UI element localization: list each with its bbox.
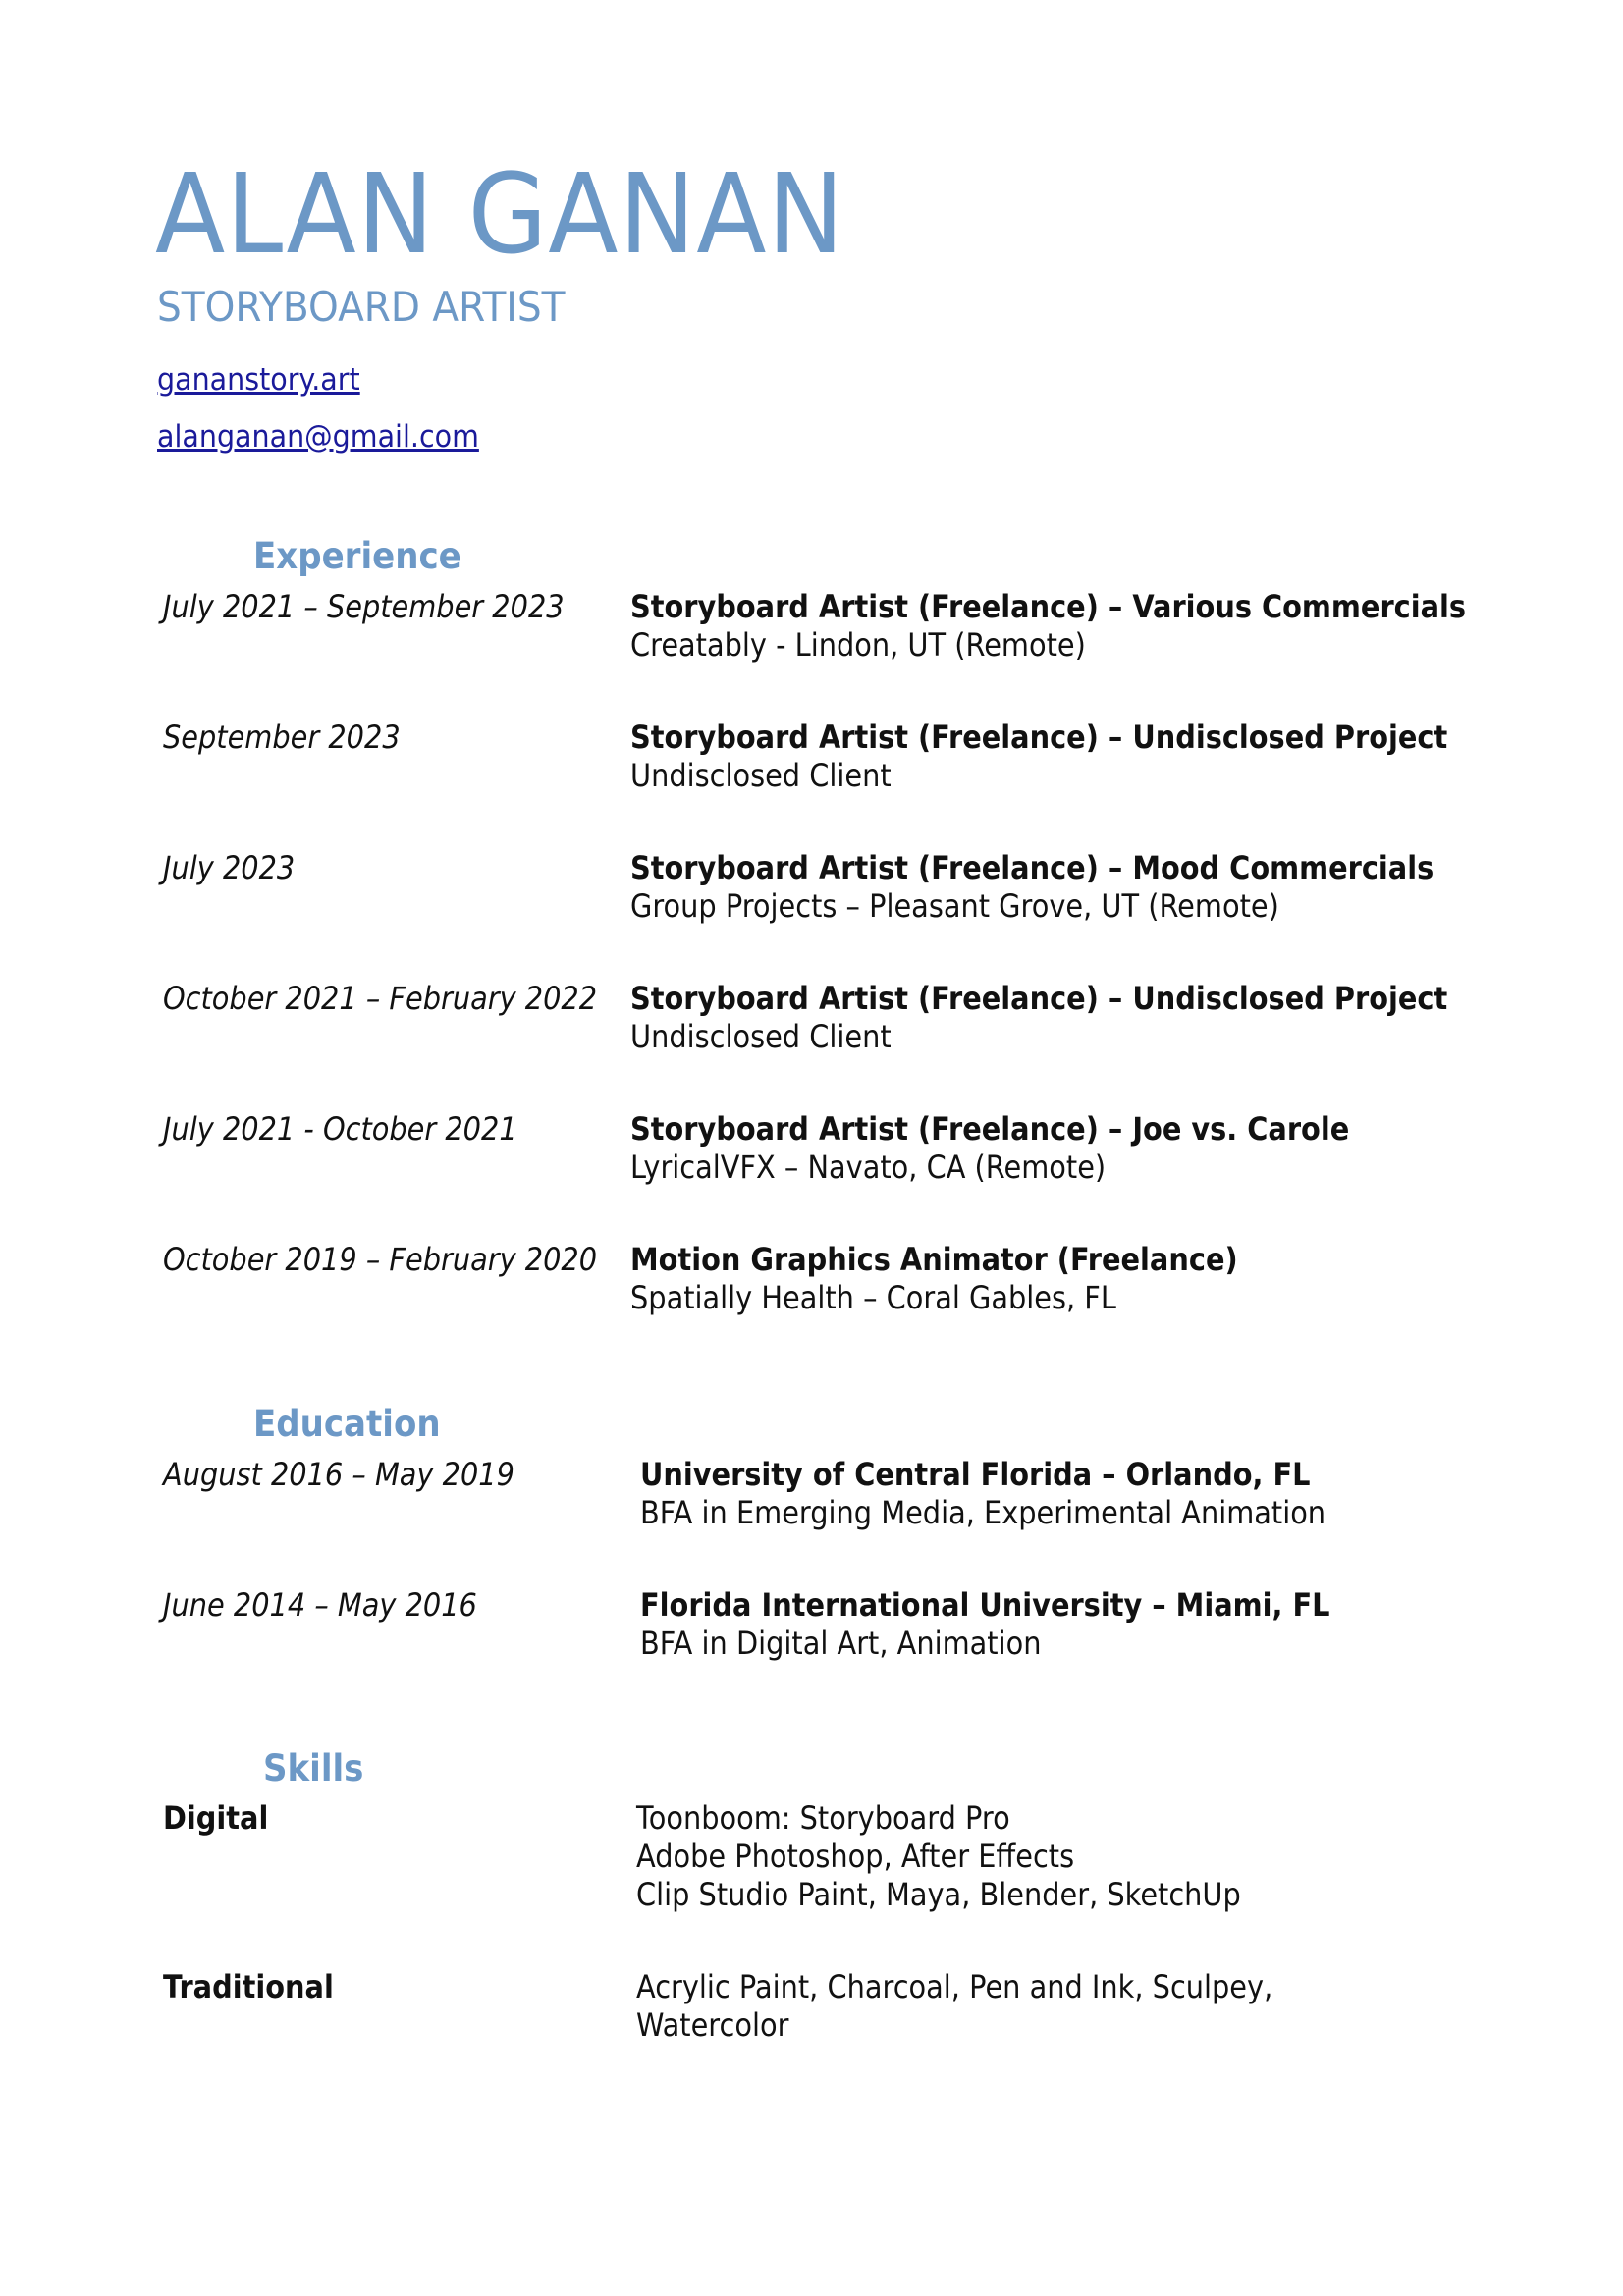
candidate-name: ALAN GANAN xyxy=(155,151,845,279)
experience-date: October 2021 – February 2022 xyxy=(163,980,598,1017)
skills-digital-label: Digital xyxy=(163,1799,269,1837)
experience-date: July 2021 – September 2023 xyxy=(163,588,565,625)
experience-org: Creatably - Lindon, UT (Remote) xyxy=(630,626,1086,664)
experience-role: Storyboard Artist (Freelance) – Joe vs. Carole xyxy=(630,1110,1350,1148)
experience-org: LyricalVFX – Navato, CA (Remote) xyxy=(630,1148,1107,1186)
website-link[interactable]: gananstory.art xyxy=(157,362,360,398)
experience-org: Undisclosed Client xyxy=(630,757,892,794)
skills-digital-line: Adobe Photoshop, After Effects xyxy=(636,1838,1075,1875)
education-degree: BFA in Emerging Media, Experimental Animation xyxy=(640,1494,1326,1531)
skills-heading: Skills xyxy=(263,1747,364,1789)
skills-digital-line: Clip Studio Paint, Maya, Blender, SketchUp xyxy=(636,1876,1241,1913)
email-link[interactable]: alanganan@gmail.com xyxy=(157,419,479,454)
education-heading: Education xyxy=(253,1403,441,1445)
education-date: June 2014 – May 2016 xyxy=(163,1586,477,1624)
experience-role: Storyboard Artist (Freelance) – Undisclosed Project xyxy=(630,980,1448,1017)
candidate-title: STORYBOARD ARTIST xyxy=(157,283,566,331)
experience-org: Undisclosed Client xyxy=(630,1018,892,1055)
experience-date: July 2021 - October 2021 xyxy=(163,1110,517,1148)
skills-traditional-line: Acrylic Paint, Charcoal, Pen and Ink, Sculpey, xyxy=(636,1968,1273,2005)
experience-org: Group Projects – Pleasant Grove, UT (Remote) xyxy=(630,887,1279,925)
experience-date: October 2019 – February 2020 xyxy=(163,1241,598,1278)
skills-traditional-label: Traditional xyxy=(163,1968,334,2005)
education-date: August 2016 – May 2019 xyxy=(163,1456,514,1493)
experience-heading: Experience xyxy=(253,535,461,577)
education-degree: BFA in Digital Art, Animation xyxy=(640,1625,1042,1662)
experience-role: Storyboard Artist (Freelance) – Undisclosed Project xyxy=(630,719,1448,756)
experience-role: Motion Graphics Animator (Freelance) xyxy=(630,1241,1238,1278)
experience-date: September 2023 xyxy=(163,719,401,756)
experience-role: Storyboard Artist (Freelance) – Mood Commercials xyxy=(630,849,1434,886)
experience-role: Storyboard Artist (Freelance) – Various Commercials xyxy=(630,588,1467,625)
experience-org: Spatially Health – Coral Gables, FL xyxy=(630,1279,1116,1316)
experience-date: July 2023 xyxy=(163,849,296,886)
skills-digital-line: Toonboom: Storyboard Pro xyxy=(636,1799,1010,1837)
education-school: Florida International University – Miami, FL xyxy=(640,1586,1330,1624)
education-school: University of Central Florida – Orlando, FL xyxy=(640,1456,1311,1493)
skills-traditional-line: Watercolor xyxy=(636,2006,789,2044)
